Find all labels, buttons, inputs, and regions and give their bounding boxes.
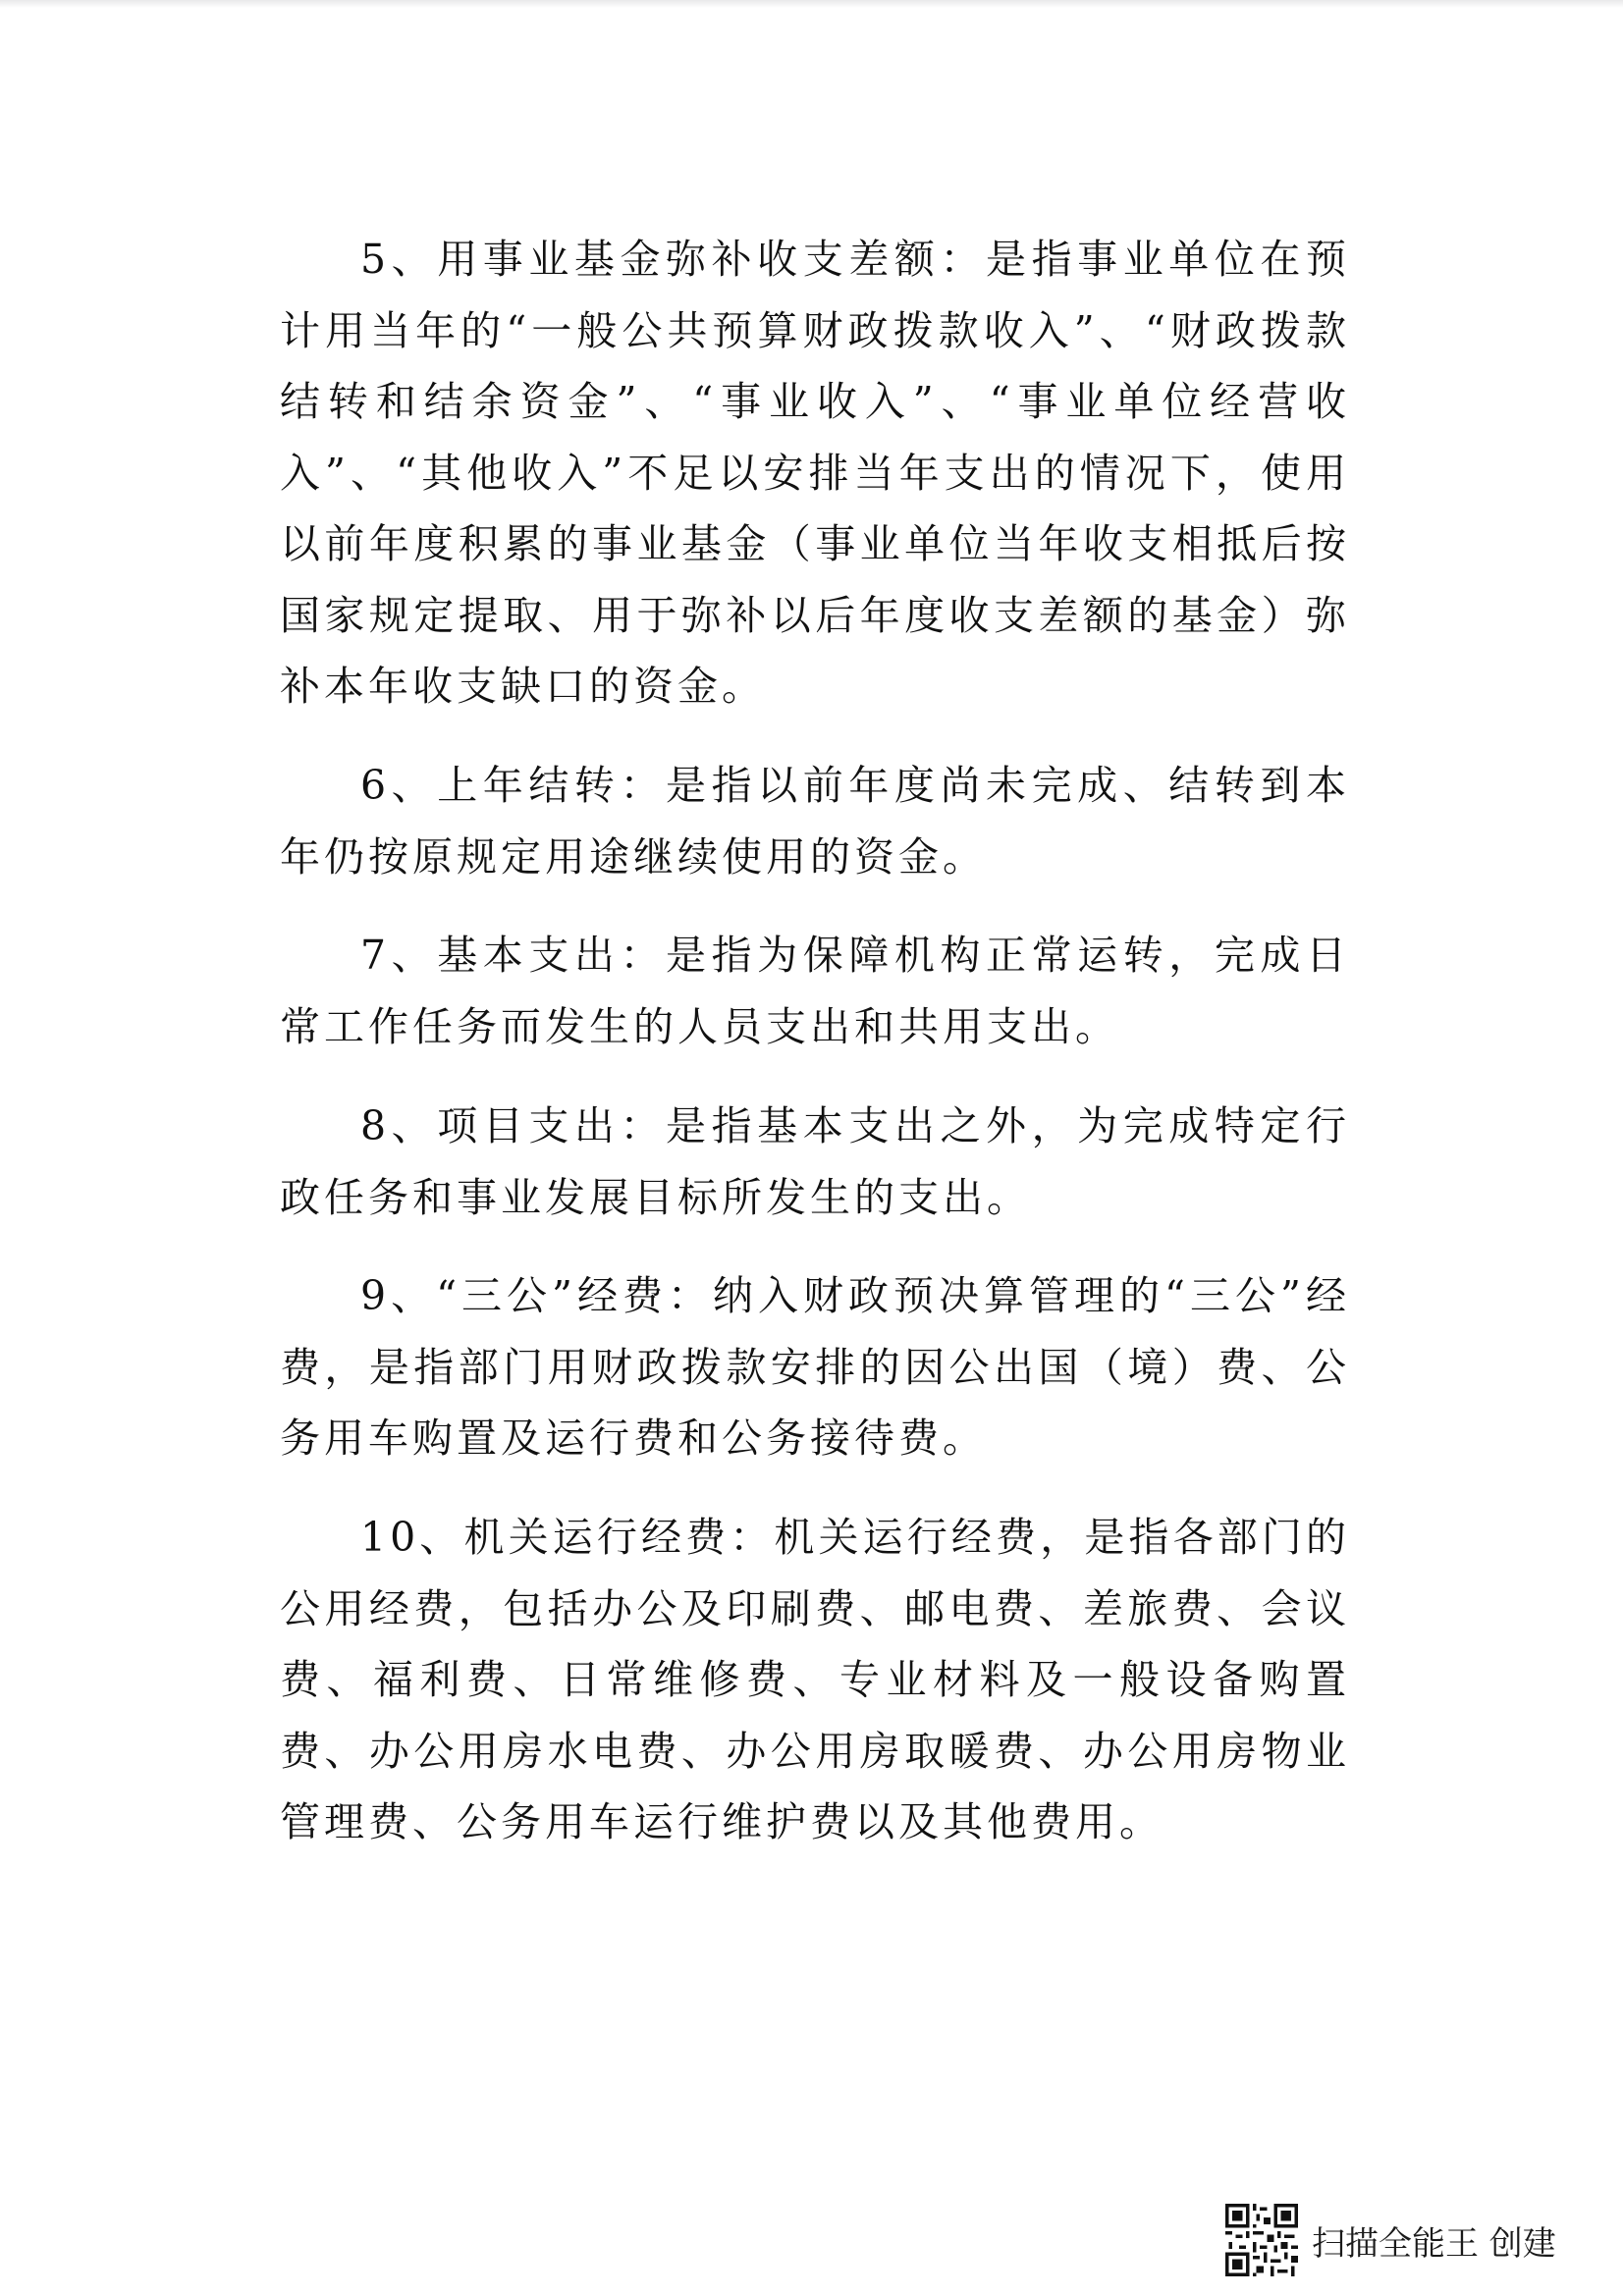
paragraph-10: 10、机关运行经费：机关运行经费，是指各部门的公用经费，包括办公及印刷费、邮电费、差旅费、会议费、福利费、日常维修费、专业材料及一般设备购置费、办公用房水电费、办公用房取暖费、办公用房物业管理费、公务用车运行维护费以及其他费用。 bbox=[280, 1514, 1350, 1845]
paragraph-7: 7、基本支出：是指为保障机构正常运转，完成日常工作任务而发生的人员支出和共用支出。 bbox=[280, 932, 1350, 1050]
paragraph-5: 5、用事业基金弥补收支差额：是指事业单位在预计用当年的“一般公共预算财政拨款收入”、“财政拨款结转和结余资金”、“事业收入”、“事业单位经营收入”、“其他收入”不足以安排当年支出的情况下，使用以前年度积累的事业基金（事业单位当年收支相抵后按国家规定提取、用于弥补以后年度收支差额的基金）弥补本年收支缺口的资金。 bbox=[280, 236, 1350, 710]
paragraph-6: 6、上年结转：是指以前年度尚未完成、结转到本年仍按原规定用途继续使用的资金。 bbox=[280, 762, 1350, 881]
scanner-watermark-text: 扫描全能王 创建 bbox=[1312, 2223, 1556, 2264]
qr-code-icon bbox=[1225, 2204, 1298, 2276]
paragraph-8: 8、项目支出：是指基本支出之外，为完成特定行政任务和事业发展目标所发生的支出。 bbox=[280, 1102, 1350, 1221]
paragraph-9: 9、“三公”经费：纳入财政预决算管理的“三公”经费，是指部门用财政拨款安排的因公出国（境）费、公务用车购置及运行费和公务接待费。 bbox=[280, 1272, 1350, 1462]
scanner-watermark bbox=[1225, 2206, 1556, 2274]
